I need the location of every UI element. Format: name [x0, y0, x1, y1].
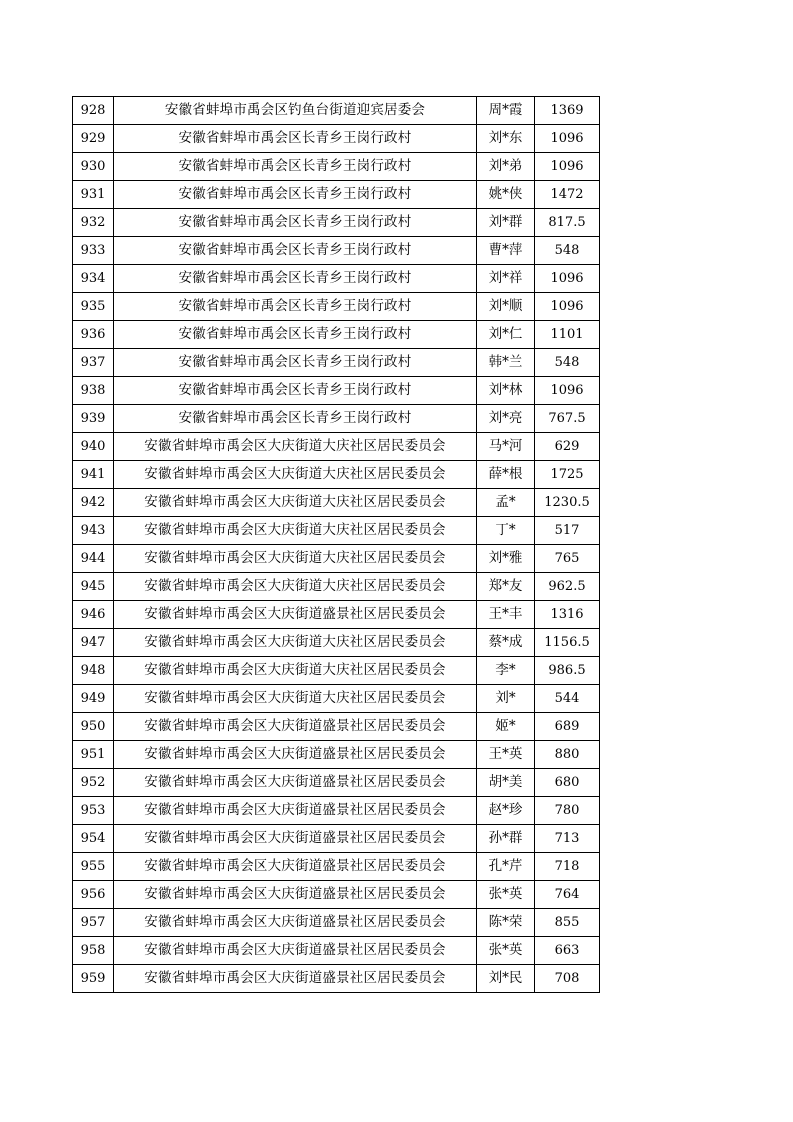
table-row: [73, 237, 600, 265]
table-row: [73, 349, 600, 377]
address-cell: 安徽省蚌埠市禹会区长青乡王岗行政村: [114, 125, 477, 153]
table-row: [73, 265, 600, 293]
amount-cell: 1096: [535, 265, 600, 293]
table-row: [73, 181, 600, 209]
name-cell: 刘*仁: [477, 321, 535, 349]
table-row: [73, 209, 600, 237]
name-cell: 刘*群: [477, 209, 535, 237]
amount-cell: 544: [535, 685, 600, 713]
address-cell: 安徽省蚌埠市禹会区大庆街道大庆社区居民委员会: [114, 489, 477, 517]
table-row: [73, 321, 600, 349]
row-number-cell: 947: [73, 629, 114, 657]
address-cell: 安徽省蚌埠市禹会区长青乡王岗行政村: [114, 209, 477, 237]
amount-cell: 1725: [535, 461, 600, 489]
amount-cell: 1096: [535, 153, 600, 181]
address-cell: 安徽省蚌埠市禹会区钓鱼台街道迎宾居委会: [114, 97, 477, 125]
address-cell: 安徽省蚌埠市禹会区大庆街道盛景社区居民委员会: [114, 769, 477, 797]
amount-cell: 1101: [535, 321, 600, 349]
address-cell: 安徽省蚌埠市禹会区长青乡王岗行政村: [114, 265, 477, 293]
address-cell: 安徽省蚌埠市禹会区大庆街道盛景社区居民委员会: [114, 713, 477, 741]
table-row: [73, 573, 600, 601]
address-cell: 安徽省蚌埠市禹会区大庆街道大庆社区居民委员会: [114, 461, 477, 489]
row-number-cell: 949: [73, 685, 114, 713]
row-number-cell: 943: [73, 517, 114, 545]
name-cell: 王*丰: [477, 601, 535, 629]
row-number-cell: 936: [73, 321, 114, 349]
address-cell: 安徽省蚌埠市禹会区大庆街道大庆社区居民委员会: [114, 545, 477, 573]
table-row: [73, 965, 600, 993]
name-cell: 丁*: [477, 517, 535, 545]
name-cell: 蔡*成: [477, 629, 535, 657]
address-cell: 安徽省蚌埠市禹会区长青乡王岗行政村: [114, 349, 477, 377]
amount-cell: 817.5: [535, 209, 600, 237]
table-row: [73, 629, 600, 657]
name-cell: 孟*: [477, 489, 535, 517]
row-number-cell: 931: [73, 181, 114, 209]
name-cell: 孙*群: [477, 825, 535, 853]
row-number-cell: 932: [73, 209, 114, 237]
row-number-cell: 935: [73, 293, 114, 321]
records-table: [72, 96, 600, 993]
amount-cell: 629: [535, 433, 600, 461]
name-cell: 刘*祥: [477, 265, 535, 293]
amount-cell: 765: [535, 545, 600, 573]
row-number-cell: 953: [73, 797, 114, 825]
amount-cell: 1096: [535, 377, 600, 405]
name-cell: 张*英: [477, 881, 535, 909]
address-cell: 安徽省蚌埠市禹会区长青乡王岗行政村: [114, 405, 477, 433]
name-cell: 周*霞: [477, 97, 535, 125]
address-cell: 安徽省蚌埠市禹会区大庆街道盛景社区居民委员会: [114, 937, 477, 965]
address-cell: 安徽省蚌埠市禹会区大庆街道盛景社区居民委员会: [114, 601, 477, 629]
name-cell: 姚*侠: [477, 181, 535, 209]
table-row: [73, 685, 600, 713]
row-number-cell: 959: [73, 965, 114, 993]
amount-cell: 548: [535, 349, 600, 377]
amount-cell: 1096: [535, 293, 600, 321]
amount-cell: 680: [535, 769, 600, 797]
amount-cell: 962.5: [535, 573, 600, 601]
row-number-cell: 950: [73, 713, 114, 741]
address-cell: 安徽省蚌埠市禹会区大庆街道盛景社区居民委员会: [114, 741, 477, 769]
table-row: [73, 909, 600, 937]
name-cell: 孔*芹: [477, 853, 535, 881]
table-row: [73, 825, 600, 853]
name-cell: 刘*顺: [477, 293, 535, 321]
address-cell: 安徽省蚌埠市禹会区长青乡王岗行政村: [114, 237, 477, 265]
row-number-cell: 957: [73, 909, 114, 937]
row-number-cell: 958: [73, 937, 114, 965]
amount-cell: 1369: [535, 97, 600, 125]
table-row: [73, 657, 600, 685]
amount-cell: 1316: [535, 601, 600, 629]
amount-cell: 663: [535, 937, 600, 965]
address-cell: 安徽省蚌埠市禹会区大庆街道大庆社区居民委员会: [114, 433, 477, 461]
amount-cell: 986.5: [535, 657, 600, 685]
table-row: [73, 97, 600, 125]
name-cell: 郑*友: [477, 573, 535, 601]
row-number-cell: 951: [73, 741, 114, 769]
address-cell: 安徽省蚌埠市禹会区大庆街道大庆社区居民委员会: [114, 685, 477, 713]
amount-cell: 1472: [535, 181, 600, 209]
address-cell: 安徽省蚌埠市禹会区大庆街道盛景社区居民委员会: [114, 797, 477, 825]
row-number-cell: 941: [73, 461, 114, 489]
name-cell: 刘*弟: [477, 153, 535, 181]
table-row: [73, 433, 600, 461]
table-row: [73, 405, 600, 433]
amount-cell: 780: [535, 797, 600, 825]
amount-cell: 880: [535, 741, 600, 769]
name-cell: 王*英: [477, 741, 535, 769]
name-cell: 陈*荣: [477, 909, 535, 937]
address-cell: 安徽省蚌埠市禹会区长青乡王岗行政村: [114, 321, 477, 349]
name-cell: 刘*雅: [477, 545, 535, 573]
table-row: [73, 377, 600, 405]
row-number-cell: 929: [73, 125, 114, 153]
row-number-cell: 928: [73, 97, 114, 125]
table-row: [73, 713, 600, 741]
address-cell: 安徽省蚌埠市禹会区长青乡王岗行政村: [114, 293, 477, 321]
address-cell: 安徽省蚌埠市禹会区大庆街道大庆社区居民委员会: [114, 517, 477, 545]
table-row: [73, 517, 600, 545]
address-cell: 安徽省蚌埠市禹会区大庆街道大庆社区居民委员会: [114, 573, 477, 601]
row-number-cell: 937: [73, 349, 114, 377]
address-cell: 安徽省蚌埠市禹会区大庆街道大庆社区居民委员会: [114, 657, 477, 685]
table-row: [73, 881, 600, 909]
table-row: [73, 153, 600, 181]
row-number-cell: 948: [73, 657, 114, 685]
amount-cell: 708: [535, 965, 600, 993]
row-number-cell: 938: [73, 377, 114, 405]
row-number-cell: 944: [73, 545, 114, 573]
amount-cell: 548: [535, 237, 600, 265]
table-row: [73, 741, 600, 769]
amount-cell: 713: [535, 825, 600, 853]
name-cell: 赵*珍: [477, 797, 535, 825]
name-cell: 胡*美: [477, 769, 535, 797]
name-cell: 马*河: [477, 433, 535, 461]
address-cell: 安徽省蚌埠市禹会区长青乡王岗行政村: [114, 181, 477, 209]
name-cell: 李*: [477, 657, 535, 685]
table-row: [73, 545, 600, 573]
table-row: [73, 489, 600, 517]
table-row: [73, 769, 600, 797]
table-body: [73, 97, 600, 993]
table-row: [73, 293, 600, 321]
amount-cell: 767.5: [535, 405, 600, 433]
table-row: [73, 461, 600, 489]
name-cell: 刘*民: [477, 965, 535, 993]
row-number-cell: 942: [73, 489, 114, 517]
row-number-cell: 945: [73, 573, 114, 601]
row-number-cell: 952: [73, 769, 114, 797]
table-row: [73, 853, 600, 881]
name-cell: 刘*亮: [477, 405, 535, 433]
amount-cell: 764: [535, 881, 600, 909]
address-cell: 安徽省蚌埠市禹会区大庆街道盛景社区居民委员会: [114, 909, 477, 937]
name-cell: 韩*兰: [477, 349, 535, 377]
name-cell: 刘*东: [477, 125, 535, 153]
row-number-cell: 946: [73, 601, 114, 629]
amount-cell: 855: [535, 909, 600, 937]
amount-cell: 689: [535, 713, 600, 741]
name-cell: 张*英: [477, 937, 535, 965]
amount-cell: 1156.5: [535, 629, 600, 657]
address-cell: 安徽省蚌埠市禹会区大庆街道盛景社区居民委员会: [114, 825, 477, 853]
row-number-cell: 939: [73, 405, 114, 433]
row-number-cell: 933: [73, 237, 114, 265]
table-row: [73, 937, 600, 965]
amount-cell: 718: [535, 853, 600, 881]
amount-cell: 1096: [535, 125, 600, 153]
amount-cell: 1230.5: [535, 489, 600, 517]
table-row: [73, 601, 600, 629]
row-number-cell: 954: [73, 825, 114, 853]
row-number-cell: 955: [73, 853, 114, 881]
row-number-cell: 940: [73, 433, 114, 461]
name-cell: 薛*根: [477, 461, 535, 489]
address-cell: 安徽省蚌埠市禹会区大庆街道大庆社区居民委员会: [114, 629, 477, 657]
table-row: [73, 797, 600, 825]
name-cell: 刘*林: [477, 377, 535, 405]
row-number-cell: 930: [73, 153, 114, 181]
address-cell: 安徽省蚌埠市禹会区大庆街道盛景社区居民委员会: [114, 853, 477, 881]
data-sheet: [72, 96, 599, 993]
table-row: [73, 125, 600, 153]
address-cell: 安徽省蚌埠市禹会区长青乡王岗行政村: [114, 153, 477, 181]
address-cell: 安徽省蚌埠市禹会区长青乡王岗行政村: [114, 377, 477, 405]
amount-cell: 517: [535, 517, 600, 545]
address-cell: 安徽省蚌埠市禹会区大庆街道盛景社区居民委员会: [114, 881, 477, 909]
row-number-cell: 934: [73, 265, 114, 293]
name-cell: 曹*萍: [477, 237, 535, 265]
row-number-cell: 956: [73, 881, 114, 909]
address-cell: 安徽省蚌埠市禹会区大庆街道盛景社区居民委员会: [114, 965, 477, 993]
name-cell: 姬*: [477, 713, 535, 741]
name-cell: 刘*: [477, 685, 535, 713]
